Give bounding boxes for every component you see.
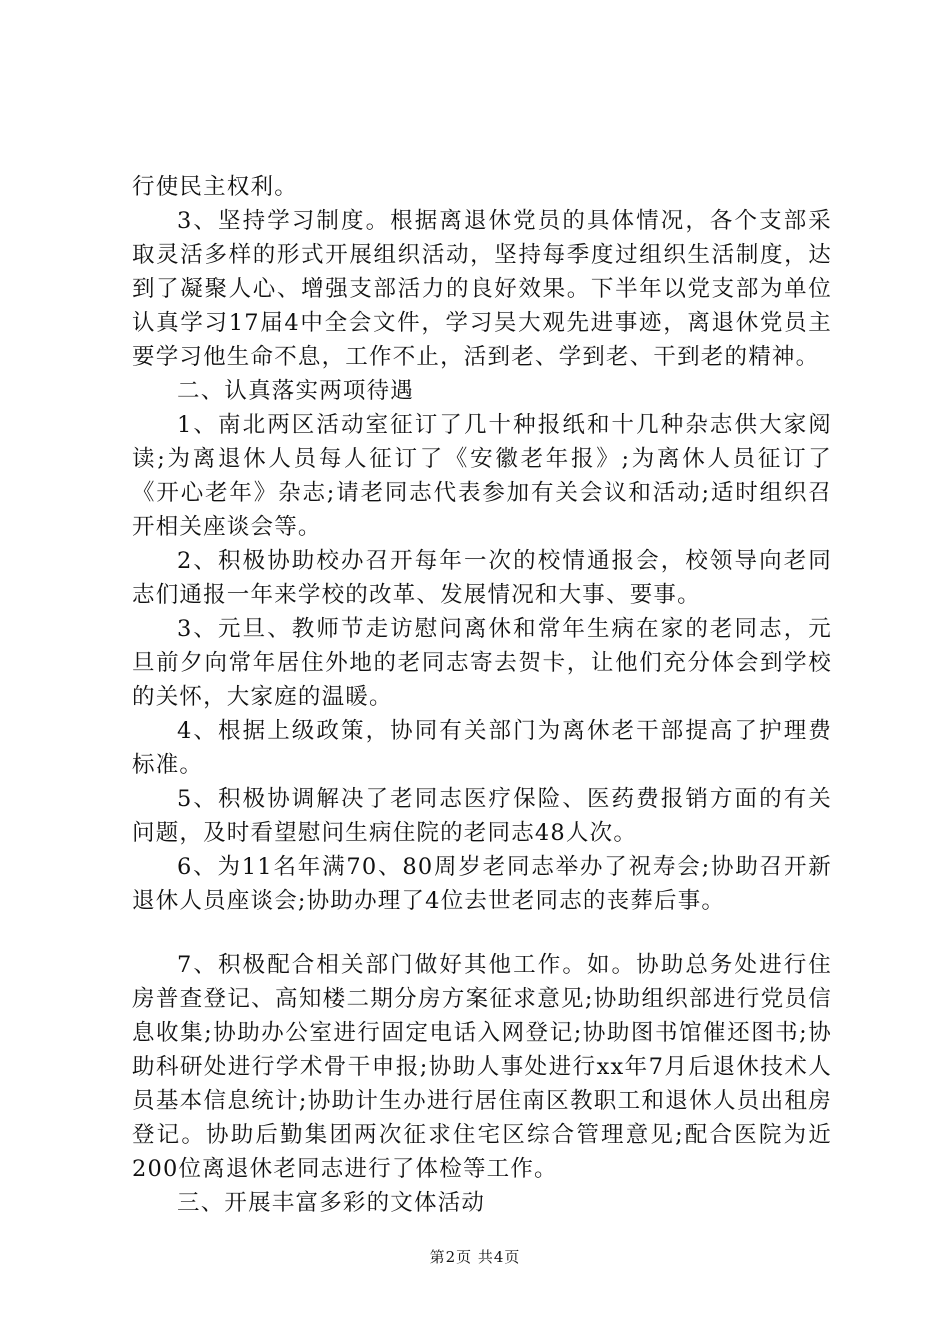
paragraph-item-7: 7、积极配合相关部门做好其他工作。如。协助总务处进行住房普查登记、高知楼二期分房方案征求意见;协助组织部进行党员信息收集;协助办公室进行固定电话入网登记;协助图书馆催还图书;协助科研处进行学术骨干申报;协助人事处进行xx年7月后退休技术人员基本信息统计;协助计生办进行居住南区教职工和退休人员出租房登记。协助后勤集团两次征求住宅区综合管理意见;配合医院为近200位离退休老同志进行了体检等工作。 [132, 952, 832, 1182]
paragraph-item-3: 3、元旦、教师节走访慰问离休和常年生病在家的老同志，元旦前夕向常年居住外地的老同志寄去贺卡，让他们充分体会到学校的关怀，大家庭的温暖。 [132, 616, 832, 710]
paragraph-item-5: 5、积极协调解决了老同志医疗保险、医药费报销方面的有关问题，及时看望慰问生病住院的老同志48人次。 [132, 786, 832, 846]
paragraph-continuation: 行使民主权利。 [132, 174, 298, 200]
paragraph-item-4: 4、根据上级政策，协同有关部门为离休老干部提高了护理费标准。 [132, 718, 832, 778]
paragraph-item-6: 6、为11名年满70、80周岁老同志举办了祝寿会;协助召开新退休人员座谈会;协助办理了4位去世老同志的丧葬后事。 [132, 854, 832, 914]
paragraph-gap [132, 918, 832, 948]
section-heading-two: 二、认真落实两项待遇 [177, 378, 415, 404]
section-heading-three: 三、开展丰富多彩的文体活动 [177, 1190, 486, 1216]
page-footer: 第2页 共4页 [429, 1248, 521, 1266]
document-body [132, 170, 832, 1220]
paragraph-item-2: 2、积极协助校办召开每年一次的校情通报会，校领导向老同志们通报一年来学校的改革、发展情况和大事、要事。 [132, 548, 832, 608]
paragraph-item-1: 1、南北两区活动室征订了几十种报纸和十几种杂志供大家阅读;为离退休人员每人征订了《安徽老年报》;为离休人员征订了《开心老年》杂志;请老同志代表参加有关会议和活动;适时组织召开相关座谈会等。 [132, 412, 832, 540]
paragraph-study-system: 3、坚持学习制度。根据离退休党员的具体情况，各个支部采取灵活多样的形式开展组织活动，坚持每季度过组织生活制度，达到了凝聚人心、增强支部活力的良好效果。下半年以党支部为单位认真学习17届4中全会文件，学习吴大观先进事迹，离退休党员主要学习他生命不息，工作不止，活到老、学到老、干到老的精神。 [132, 208, 832, 370]
